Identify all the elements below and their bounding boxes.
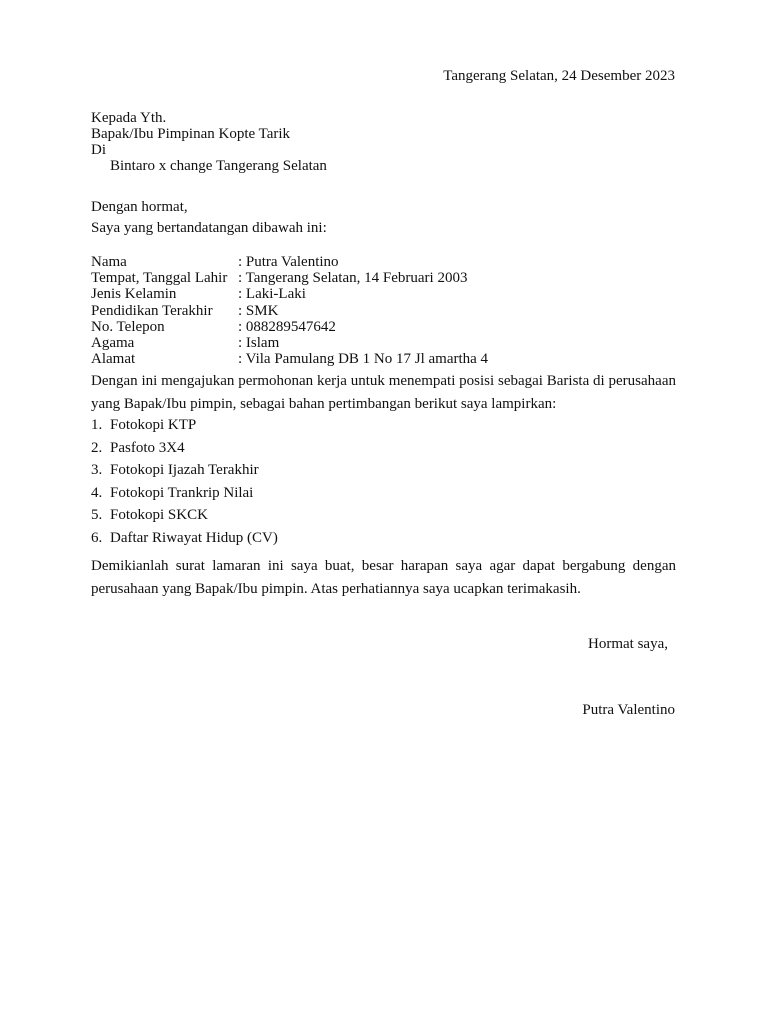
detail-label: Jenis Kelamin [91,286,177,303]
list-text: Pasfoto 3X4 [110,439,185,456]
list-text: Fotokopi Ijazah Terakhir [110,462,259,478]
detail-value: : Laki-Laki [238,286,306,303]
detail-label: Tempat, Tanggal Lahir [91,270,228,287]
recipient-line-3: Di [91,142,106,158]
recipient-line-4: Bintaro x change Tangerang Selatan [110,158,327,174]
place-date: Tangerang Selatan, 24 Desember 2023 [443,68,675,84]
list-text: Fotokopi KTP [110,417,197,433]
detail-value: : Tangerang Selatan, 14 Februari 2003 [238,270,468,287]
list-number: 1. [91,417,103,433]
signature-name: Putra Valentino [582,702,675,718]
detail-row-alamat [91,351,488,367]
detail-row-jenis-kelamin [91,286,488,302]
detail-row-ttl [91,270,488,286]
detail-value: : 088289547642 [238,318,336,335]
detail-row-pendidikan [91,303,488,319]
list-item [91,504,278,527]
list-number: 2. [91,439,103,456]
detail-value: : Islam [238,334,280,351]
detail-row-nama [91,254,488,270]
greeting: Dengan hormat, [91,199,188,215]
list-number: 5. [91,507,103,523]
list-text: Fotokopi SKCK [110,507,208,523]
detail-value: : Vila Pamulang DB 1 No 17 Jl amartha 4 [238,351,489,368]
detail-label: Alamat [91,351,136,368]
detail-label: No. Telepon [91,318,165,335]
list-item [91,414,278,437]
list-item [91,482,278,505]
list-text: Daftar Riwayat Hidup (CV) [110,529,278,546]
detail-label: Pendidikan Terakhir [91,302,213,319]
recipient-line-1: Kepada Yth. [91,110,167,126]
list-item [91,459,278,482]
applicant-details [91,254,488,367]
attachment-list [91,414,278,549]
list-item [91,437,278,460]
detail-label: Nama [91,254,127,270]
intro-text: Saya yang bertandatangan dibawah ini: [91,220,327,236]
detail-value: : Putra Valentino [238,254,339,270]
list-text: Fotokopi Trankrip Nilai [110,484,254,501]
detail-row-telepon [91,319,488,335]
list-number: 6. [91,529,103,546]
list-number: 4. [91,484,103,501]
application-paragraph: Dengan ini mengajukan permohonan kerja untuk menempati posisi sebagai Barista di perusahaan yang Bapak/Ibu pimpin, sebagai bahan pertimbangan berikut saya lampirkan: [91,373,676,412]
closing-salutation: Hormat saya, [588,636,668,652]
detail-row-agama [91,335,488,351]
recipient-line-2: Bapak/Ibu Pimpinan Kopte Tarik [91,126,291,142]
closing-paragraph: Demikianlah surat lamaran ini saya buat, besar harapan saya agar dapat bergabung dengan perusahaan yang Bapak/Ibu pimpin. Atas perhatiannya saya ucapkan terimakasih. [91,558,676,597]
detail-value: : SMK [238,302,279,319]
list-item [91,527,278,550]
list-number: 3. [91,462,103,478]
detail-label: Agama [91,334,135,351]
